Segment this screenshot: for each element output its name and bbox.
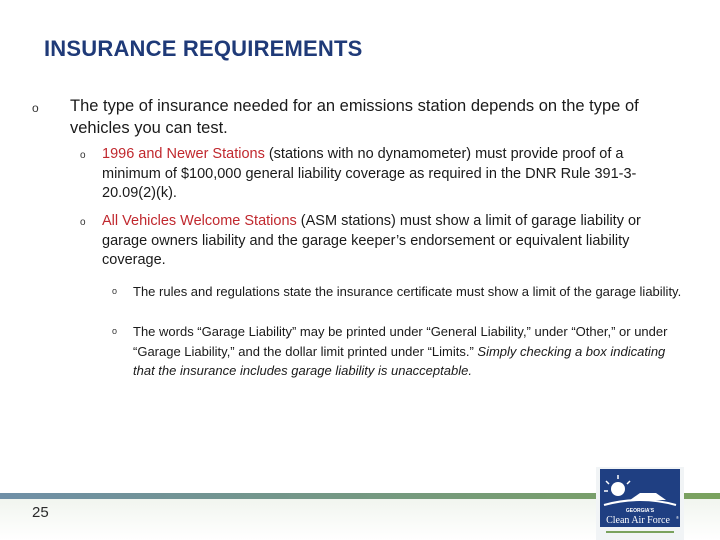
italic-text: Simply checking a box indicating that the insurance includes garage liability is unacceptable. (133, 343, 666, 378)
slide-title: INSURANCE REQUIREMENTS (44, 36, 363, 61)
sun-icon (611, 482, 625, 496)
bullet-level3-garage-liability (112, 322, 684, 381)
bullet-marker: o (80, 150, 86, 161)
logo-registered-mark: ® (676, 515, 679, 520)
bullet-level2-newer-stations (80, 145, 680, 204)
page-number: 25 (32, 504, 49, 521)
logo-line2: Clean Air Force (606, 515, 670, 526)
bullet-level2-all-vehicles (80, 212, 680, 271)
body-text: The words “Garage Liability” may be printed under “General Liability,” under “Other,” or under “Garage Liability,” and the dollar limit printed under “Limits.” (133, 324, 668, 359)
bullet-marker: o (112, 326, 118, 336)
body-text: (ASM stations) must show a limit of garage liability or garage owners liability and the garage keeper’s endorsement or equivalent liability coverage. (102, 213, 641, 268)
bullet-marker: o (32, 101, 39, 115)
logo-line1: GEORGIA'S (625, 508, 655, 514)
bullet-text: The type of insurance needed for an emissions station depends on the type of vehicles you can test. (70, 97, 639, 137)
bullet-text (133, 322, 684, 381)
clean-air-force-logo (596, 467, 684, 540)
emphasis-text: All Vehicles Welcome Stations (102, 213, 297, 229)
bullet-level1 (32, 95, 672, 139)
bullet-text (102, 145, 680, 204)
bullet-text (102, 212, 680, 271)
emphasis-text: 1996 and Newer Stations (102, 146, 265, 162)
bullet-level3-rules (112, 282, 684, 302)
body-text: (stations with no dynamometer) must provide proof of a minimum of $100,000 general liability coverage as required in the DNR Rule 391-3-20.09(2)(k). (102, 146, 637, 201)
logo-tagline-bar (606, 531, 674, 533)
bullet-text: The rules and regulations state the insurance certificate must show a limit of the garage liability. (133, 284, 682, 299)
logo-graphic (596, 467, 684, 540)
bullet-marker: o (80, 217, 86, 228)
bullet-marker: o (112, 286, 118, 296)
